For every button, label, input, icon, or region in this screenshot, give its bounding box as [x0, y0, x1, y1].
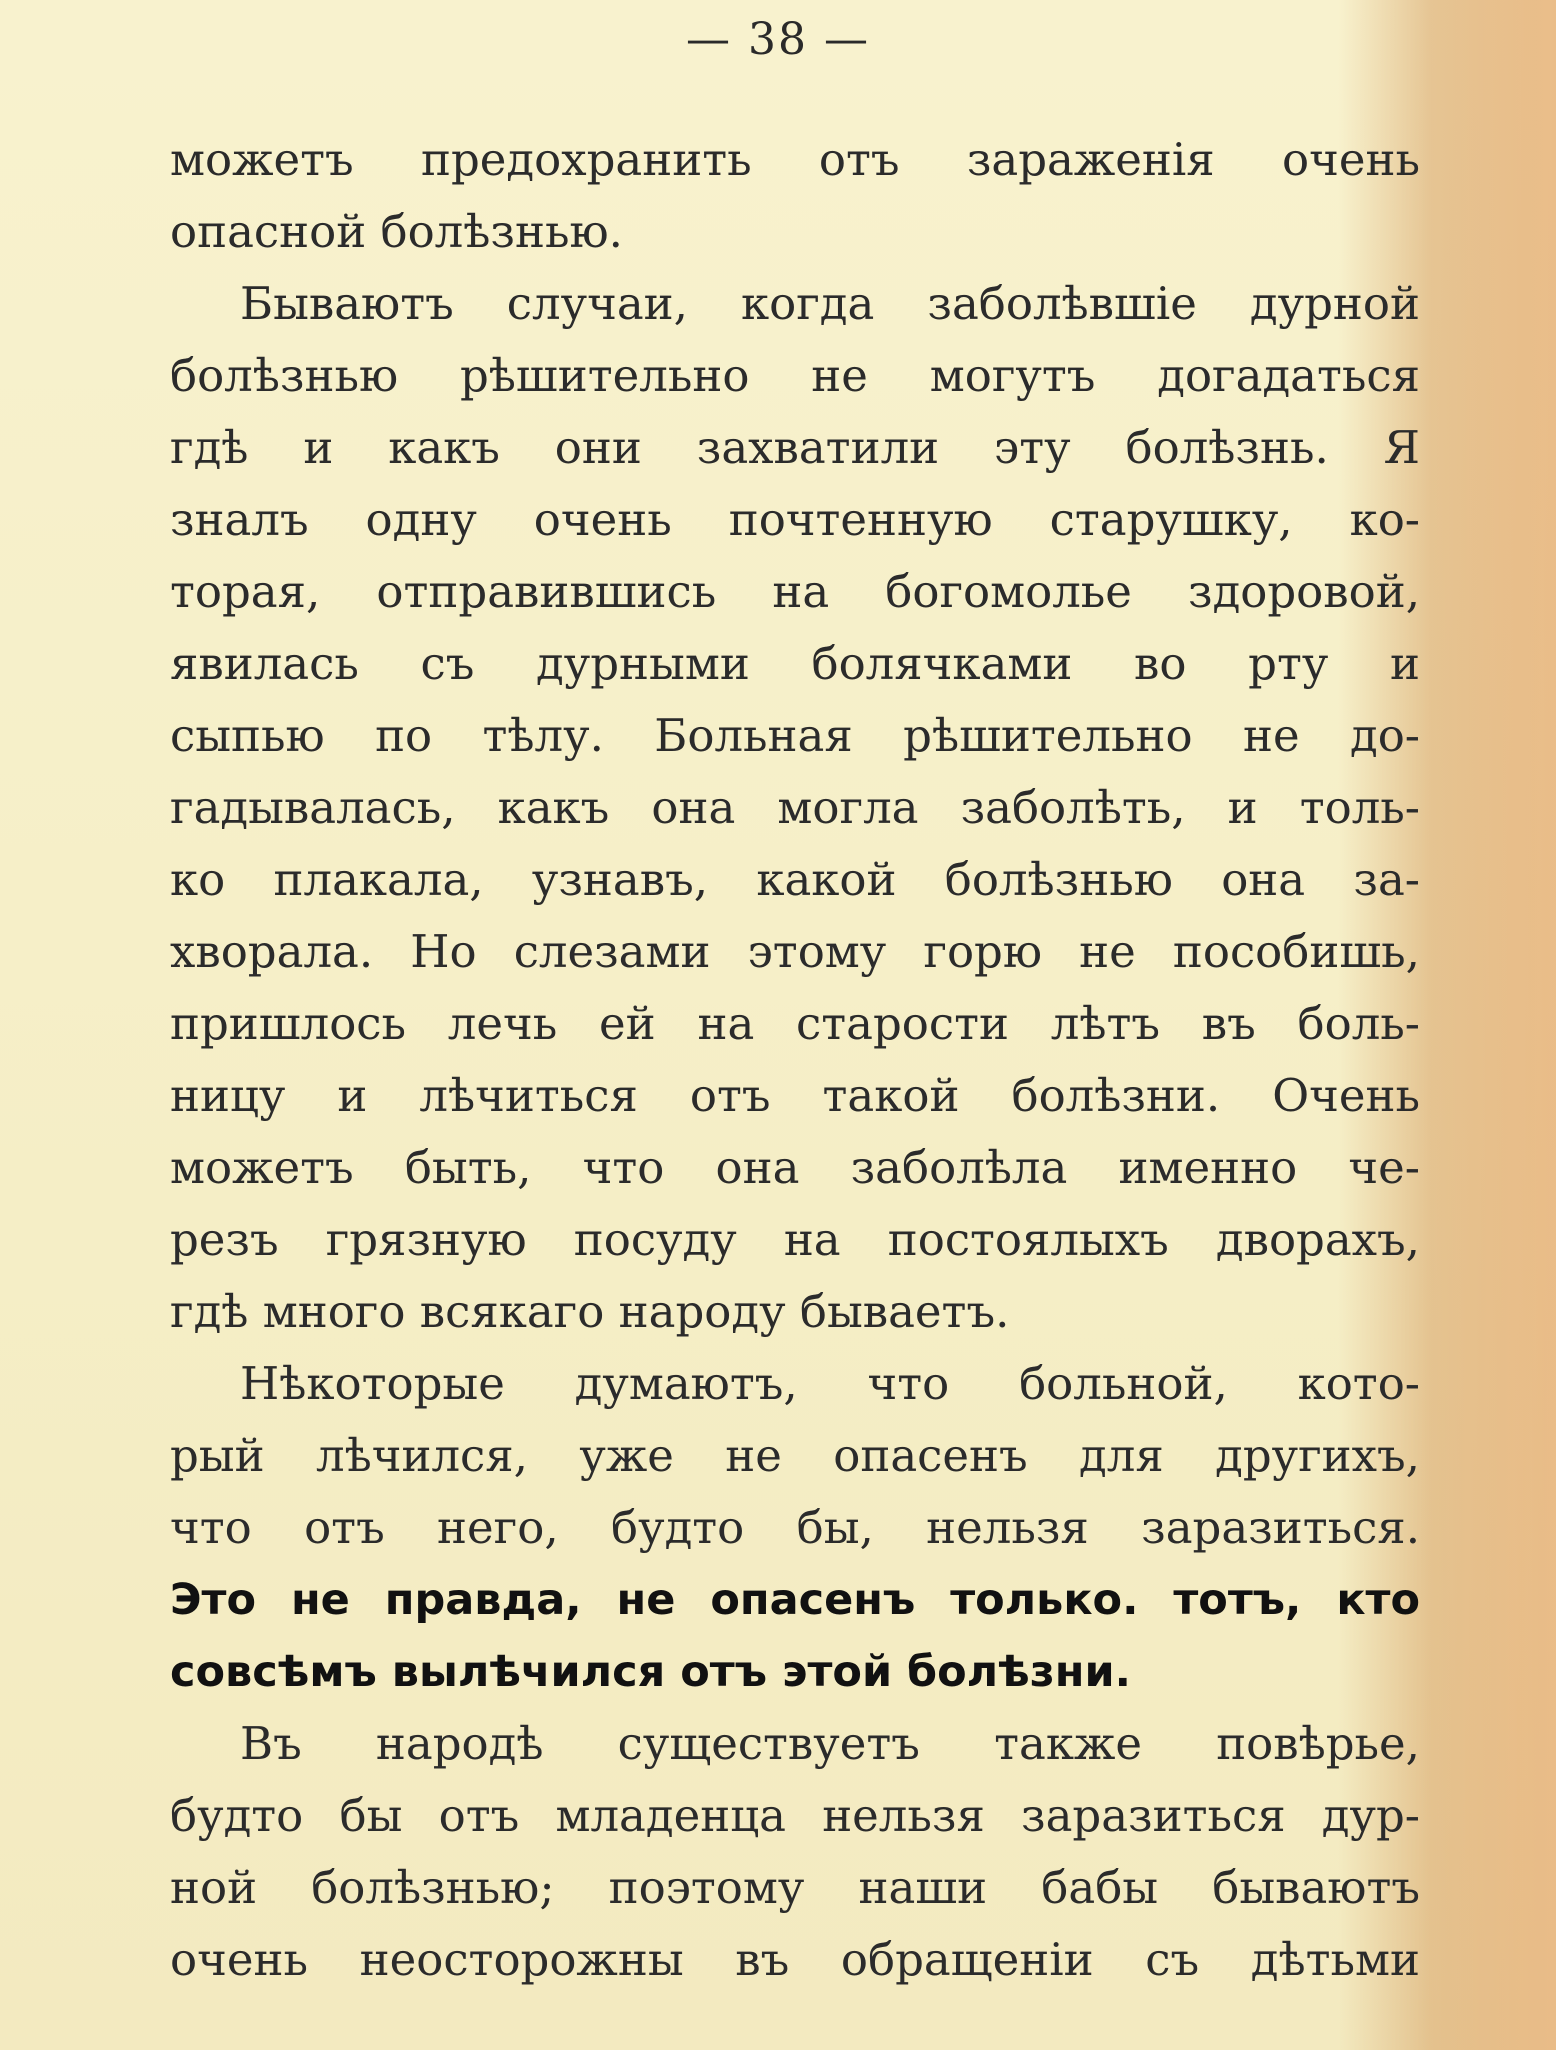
text-line: пришлось лечь ей на старости лѣтъ въ боль-	[170, 997, 1420, 1050]
text-line: можетъ быть, что она заболѣла именно че-	[170, 1141, 1420, 1194]
text-line: гадывалась, какъ она могла заболѣть, и толь-	[170, 781, 1420, 834]
text-line: ницу и лѣчиться отъ такой болѣзни. Очень	[170, 1069, 1420, 1122]
text-line: что отъ него, будто бы, нельзя заразиться.	[170, 1501, 1420, 1554]
bold-text-line: совсѣмъ вылѣчился отъ этой болѣзни.	[170, 1647, 1131, 1697]
text-line: очень неосторожны въ обращеніи съ дѣтьми	[170, 1933, 1420, 1986]
text-line: гдѣ и какъ они захватили эту болѣзнь. Я	[170, 421, 1420, 474]
text-line: опасной болѣзнью.	[170, 205, 623, 258]
text-line: будто бы отъ младенца нельзя заразиться дур-	[170, 1789, 1420, 1842]
text-line: ко плакала, узнавъ, какой болѣзнью она за-	[170, 853, 1420, 906]
text-line: ной болѣзнью; поэтому наши бабы бываютъ	[170, 1861, 1420, 1914]
page-edge-stain	[1420, 0, 1556, 2050]
text-line: Нѣкоторые думаютъ, что больной, кото-	[240, 1357, 1420, 1410]
body-text	[170, 124, 1420, 1996]
text-line: резъ грязную посуду на постоялыхъ дворахъ,	[170, 1213, 1420, 1266]
bold-text-line: Это не правда, не опасенъ только. тотъ, кто	[170, 1575, 1420, 1625]
text-line: можетъ предохранить отъ зараженія очень	[170, 133, 1420, 186]
text-line: сыпью по тѣлу. Больная рѣшительно не до-	[170, 709, 1420, 762]
text-line: торая, отправившись на богомолье здоровой,	[170, 565, 1420, 618]
text-line: рый лѣчился, уже не опасенъ для другихъ,	[170, 1429, 1420, 1482]
text-line: болѣзнью рѣшительно не могутъ догадаться	[170, 349, 1420, 402]
page-number: — 38 —	[686, 14, 870, 65]
text-line: явилась съ дурными болячками во рту и	[170, 637, 1420, 690]
text-line: Въ народѣ существуетъ также повѣрье,	[240, 1717, 1420, 1770]
text-line: гдѣ много всякаго народу бываетъ.	[170, 1285, 1010, 1338]
text-line: зналъ одну очень почтенную старушку, ко-	[170, 493, 1420, 546]
text-line: хворала. Но слезами этому горю не пособишь,	[170, 925, 1420, 978]
text-line: Бываютъ случаи, когда заболѣвшіе дурной	[240, 277, 1420, 330]
